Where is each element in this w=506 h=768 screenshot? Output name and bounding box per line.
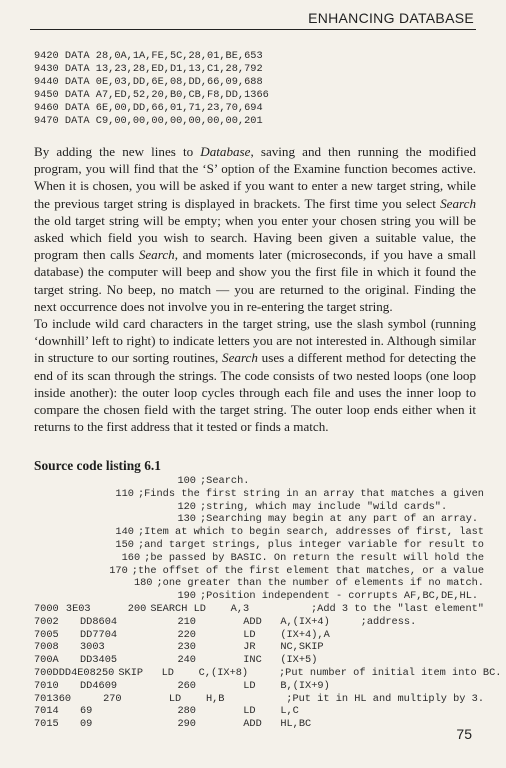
hex-code: DD4E08 — [58, 666, 96, 679]
source-code: LD H,B ;Put it in HL and multiply by 3. — [125, 692, 484, 705]
hex-code — [80, 590, 164, 603]
address: 700D — [34, 666, 59, 679]
listing-row — [34, 693, 484, 706]
paragraph: To include wild card characters in the target string, use the slash symbol (running ‘downhill’ left to right) to indicate letters you are not interested in. Although similar in structure to our sorting routines, Search uses a different method for detecting the end of its scan through the strings. The code consists of two nested loops (one loop inside another): the outer loop cycles through each file and uses the inner loop to compare the chosen field with the target string. The outer loop ends either when it returns to the first address that it tested or finds a match. — [34, 316, 476, 435]
source-code: ;string, which may include "wild cards". — [200, 500, 448, 513]
line-number: 100 — [177, 475, 196, 487]
address — [34, 526, 62, 539]
hex-code: DD3405 — [80, 654, 118, 667]
line-number: 120 — [177, 500, 196, 513]
source-code: ;one greater than the number of elements if no match. — [156, 577, 484, 590]
header-title: ENHANCING DATABASE — [308, 10, 474, 26]
source-code: ;the offset of the first element that matches, or a value — [131, 564, 484, 577]
hex-code: 09 — [80, 718, 93, 731]
listing-row — [34, 603, 484, 616]
source-code: ;Finds the first string in an array that matches a given — [137, 487, 484, 500]
program-name: Database — [200, 144, 251, 159]
body-text — [34, 143, 476, 435]
hex-code — [80, 501, 164, 514]
source-code: ;Item at which to begin search, addresses of first, last — [137, 526, 484, 539]
address — [34, 590, 80, 603]
hex-code: 60 — [58, 692, 72, 705]
hex-code: DD7704 — [80, 628, 118, 641]
line-number: 260 — [177, 679, 196, 692]
source-code: LD L,C — [200, 705, 299, 718]
line-number: 280 — [177, 705, 196, 718]
source-code: ADD A,(IX+4) ;address. — [200, 615, 417, 628]
address: 7002 — [34, 615, 59, 628]
source-code: INC (IX+5) — [200, 654, 318, 667]
listing-row — [34, 552, 484, 565]
address: 7000 — [34, 602, 59, 615]
hex-code — [62, 539, 114, 552]
hex-code — [64, 552, 119, 565]
routine-name: Search — [440, 195, 476, 211]
listing-row — [34, 718, 484, 731]
line-number: 130 — [177, 513, 196, 526]
address: 7008 — [34, 641, 59, 654]
source-code: ;be passed by BASIC. On return the result will hold the — [144, 551, 484, 564]
hex-code — [62, 488, 114, 501]
address: 700A — [34, 654, 59, 667]
hex-code: 3003 — [80, 641, 105, 654]
listing-row — [34, 513, 484, 526]
address: 7013 — [34, 692, 59, 705]
listing-row — [34, 590, 484, 603]
line-number: 290 — [177, 718, 196, 731]
address — [34, 577, 68, 590]
data-line: 9420 DATA 28,0A,1A,FE,5C,28,01,BE,653 — [34, 50, 263, 62]
hex-code: 69 — [80, 705, 93, 718]
hex-code — [62, 526, 114, 539]
source-code: SKIP LD C,(IX+8) ;Put number of initial item into BC. — [118, 666, 502, 679]
listing-row — [34, 641, 484, 654]
address — [34, 501, 80, 514]
line-number: 170 — [109, 564, 128, 577]
listing-row — [34, 501, 484, 514]
listing-row — [34, 654, 484, 667]
routine-name: Search — [138, 247, 175, 263]
address — [34, 539, 62, 552]
hex-code — [80, 513, 164, 526]
hex-code: 3E03 — [65, 602, 91, 615]
source-listing — [34, 475, 502, 731]
listing-row — [34, 680, 484, 693]
line-number: 160 — [121, 551, 141, 564]
listing-row — [34, 565, 484, 578]
data-statements — [34, 50, 269, 127]
data-line: 9450 DATA A7,ED,52,20,B0,CB,F8,DD,1366 — [34, 88, 269, 101]
listing-row — [34, 539, 484, 552]
source-code: ;Searching may begin at any part of an array. — [200, 513, 479, 526]
line-number: 180 — [133, 577, 153, 590]
address: 7014 — [34, 705, 59, 718]
address — [34, 513, 80, 526]
line-number: 190 — [177, 590, 196, 603]
line-number: 140 — [115, 526, 134, 539]
line-number: 150 — [115, 538, 134, 551]
listing-row — [34, 526, 484, 539]
line-number: 220 — [177, 628, 196, 641]
source-code: SEARCH LD A,3 ;Add 3 to the "last element" — [150, 602, 484, 615]
address — [34, 565, 61, 578]
source-code: LD (IX+4),A — [200, 628, 330, 641]
address — [34, 488, 62, 501]
data-line: 9430 DATA 13,23,28,ED,D1,13,C1,28,792 — [34, 62, 263, 75]
page-number: 75 — [456, 726, 472, 742]
listing-row — [34, 705, 484, 718]
address — [34, 552, 64, 565]
line-number: 200 — [127, 602, 147, 615]
line-number: 270 — [103, 692, 122, 705]
address: 7005 — [34, 628, 59, 641]
data-line: 9470 DATA C9,00,00,00,00,00,00,00,201 — [34, 114, 263, 127]
data-line: 9440 DATA 0E,03,DD,6E,08,DD,66,09,688 — [34, 75, 263, 88]
listing-row — [34, 666, 502, 680]
source-code: ;Position independent - corrupts AF,BC,DE,HL. — [200, 590, 479, 603]
source-code: JR NC,SKIP — [200, 641, 324, 654]
routine-name: Search — [222, 350, 258, 366]
listing-row — [34, 577, 484, 590]
address: 7015 — [34, 718, 59, 731]
address: 7010 — [34, 679, 59, 692]
data-line: 9460 DATA 6E,00,DD,66,01,71,23,70,694 — [34, 101, 263, 114]
source-code: LD B,(IX+9) — [200, 679, 330, 692]
listing-title: Source code listing 6.1 — [34, 458, 161, 473]
line-number: 240 — [177, 654, 196, 667]
hex-code — [80, 475, 164, 488]
source-code: ;and target strings, plus integer variable for result to — [137, 538, 484, 551]
source-code: ADD HL,BC — [200, 718, 312, 731]
source-code: ;Search. — [200, 475, 250, 487]
running-header — [30, 10, 476, 30]
listing-row — [34, 616, 484, 629]
line-number: 210 — [177, 615, 196, 628]
line-number: 230 — [177, 641, 196, 654]
listing-row — [34, 629, 484, 642]
listing-row — [34, 488, 484, 501]
paragraph: By adding the new lines to Database, saving and then running the modified program, you will find that the ‘S’ option of the Examine function becomes active. When it is chosen, you will be asked if you want to enter a new target string, while the previous target string is displayed in brackets. The first time you select Search the old target string will be empty; when you enter your chosen string you will be asked which field you wish to search. Having been given a suitable value, the program then calls Search, and moments later (microseconds, if you have a small database) the computer will beep and show you the first file in which it found the target string. No beep, no match — you are returned to the original. Finding the next occurrence does not involve you in re-entering the target string. — [34, 144, 477, 314]
listing-row — [34, 475, 484, 488]
address — [34, 475, 80, 488]
hex-code: DD4609 — [80, 679, 118, 692]
line-number: 250 — [95, 666, 115, 679]
line-number: 110 — [115, 487, 134, 500]
hex-code — [68, 577, 129, 590]
hex-code — [61, 565, 110, 578]
hex-code: DD8604 — [80, 615, 118, 628]
